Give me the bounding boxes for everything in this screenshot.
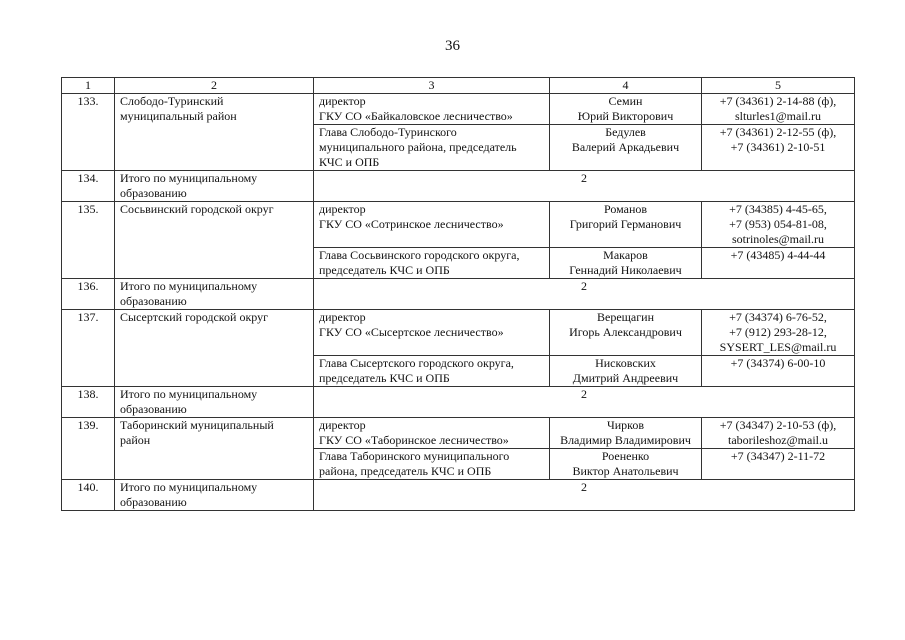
territory-cell: Итого по муниципальному образованию xyxy=(115,279,314,310)
table-row xyxy=(62,310,855,356)
total-row xyxy=(62,279,855,310)
position-cell: Глава Сысертского городского округа, председатель КЧС и ОПБ xyxy=(314,356,550,387)
position-cell: директор ГКУ СО «Сысертское лесничество» xyxy=(314,310,550,356)
position-cell: Глава Таборинского муниципального района, председатель КЧС и ОПБ xyxy=(314,449,550,480)
column-header-position: 3 xyxy=(314,78,550,94)
row-number-cell: 136. xyxy=(62,279,115,310)
name-cell: Романов Григорий Германович xyxy=(550,202,702,248)
contact-cell: +7 (34385) 4-45-65, +7 (953) 054-81-08, sotrinoles@mail.ru xyxy=(702,202,855,248)
position-cell: директор ГКУ СО «Байкаловское лесничество» xyxy=(314,94,550,125)
column-header-name: 4 xyxy=(550,78,702,94)
contacts-table-body xyxy=(62,78,855,511)
total-count-cell: 2 xyxy=(314,279,855,310)
total-row xyxy=(62,171,855,202)
position-cell: директор ГКУ СО «Сотринское лесничество» xyxy=(314,202,550,248)
position-cell: Глава Сосьвинского городского округа, председатель КЧС и ОПБ xyxy=(314,248,550,279)
row-number-cell: 134. xyxy=(62,171,115,202)
row-number-cell: 139. xyxy=(62,418,115,480)
table-row xyxy=(62,418,855,449)
contacts-table xyxy=(61,77,855,511)
territory-cell: Сысертский городской округ xyxy=(115,310,314,387)
contact-cell: +7 (34347) 2-11-72 xyxy=(702,449,855,480)
territory-cell: Сосьвинский городской округ xyxy=(115,202,314,279)
territory-cell: Итого по муниципальному образованию xyxy=(115,387,314,418)
contact-cell: +7 (34374) 6-76-52, +7 (912) 293-28-12, SYSERT_LES@mail.ru xyxy=(702,310,855,356)
table-header-row xyxy=(62,78,855,94)
name-cell: Чирков Владимир Владимирович xyxy=(550,418,702,449)
row-number-cell: 140. xyxy=(62,480,115,511)
row-number-cell: 137. xyxy=(62,310,115,387)
contact-cell: +7 (34361) 2-12-55 (ф), +7 (34361) 2-10-51 xyxy=(702,125,855,171)
territory-cell: Итого по муниципальному образованию xyxy=(115,171,314,202)
contact-cell: +7 (43485) 4-44-44 xyxy=(702,248,855,279)
total-count-cell: 2 xyxy=(314,480,855,511)
contact-cell: +7 (34347) 2-10-53 (ф), taborileshoz@mail.u xyxy=(702,418,855,449)
name-cell: Верещагин Игорь Александрович xyxy=(550,310,702,356)
total-row xyxy=(62,480,855,511)
table-row xyxy=(62,202,855,248)
name-cell: Нисковских Дмитрий Андреевич xyxy=(550,356,702,387)
territory-cell: Итого по муниципальному образованию xyxy=(115,480,314,511)
territory-cell: Слободо-Туринский муниципальный район xyxy=(115,94,314,171)
total-count-cell: 2 xyxy=(314,387,855,418)
contact-cell: +7 (34361) 2-14-88 (ф), slturles1@mail.ru xyxy=(702,94,855,125)
territory-cell: Таборинский муниципальный район xyxy=(115,418,314,480)
column-header-territory: 2 xyxy=(115,78,314,94)
column-header-contact: 5 xyxy=(702,78,855,94)
name-cell: Макаров Геннадий Николаевич xyxy=(550,248,702,279)
table-row xyxy=(62,94,855,125)
page-number: 36 xyxy=(445,38,460,54)
row-number-cell: 135. xyxy=(62,202,115,279)
contact-cell: +7 (34374) 6-00-10 xyxy=(702,356,855,387)
row-number-cell: 138. xyxy=(62,387,115,418)
position-cell: Глава Слободо-Туринского муниципального района, председатель КЧС и ОПБ xyxy=(314,125,550,171)
name-cell: Роененко Виктор Анатольевич xyxy=(550,449,702,480)
total-count-cell: 2 xyxy=(314,171,855,202)
row-number-cell: 133. xyxy=(62,94,115,171)
name-cell: Семин Юрий Викторович xyxy=(550,94,702,125)
position-cell: директор ГКУ СО «Таборинское лесничество» xyxy=(314,418,550,449)
name-cell: Бедулев Валерий Аркадьевич xyxy=(550,125,702,171)
total-row xyxy=(62,387,855,418)
column-header-number: 1 xyxy=(62,78,115,94)
